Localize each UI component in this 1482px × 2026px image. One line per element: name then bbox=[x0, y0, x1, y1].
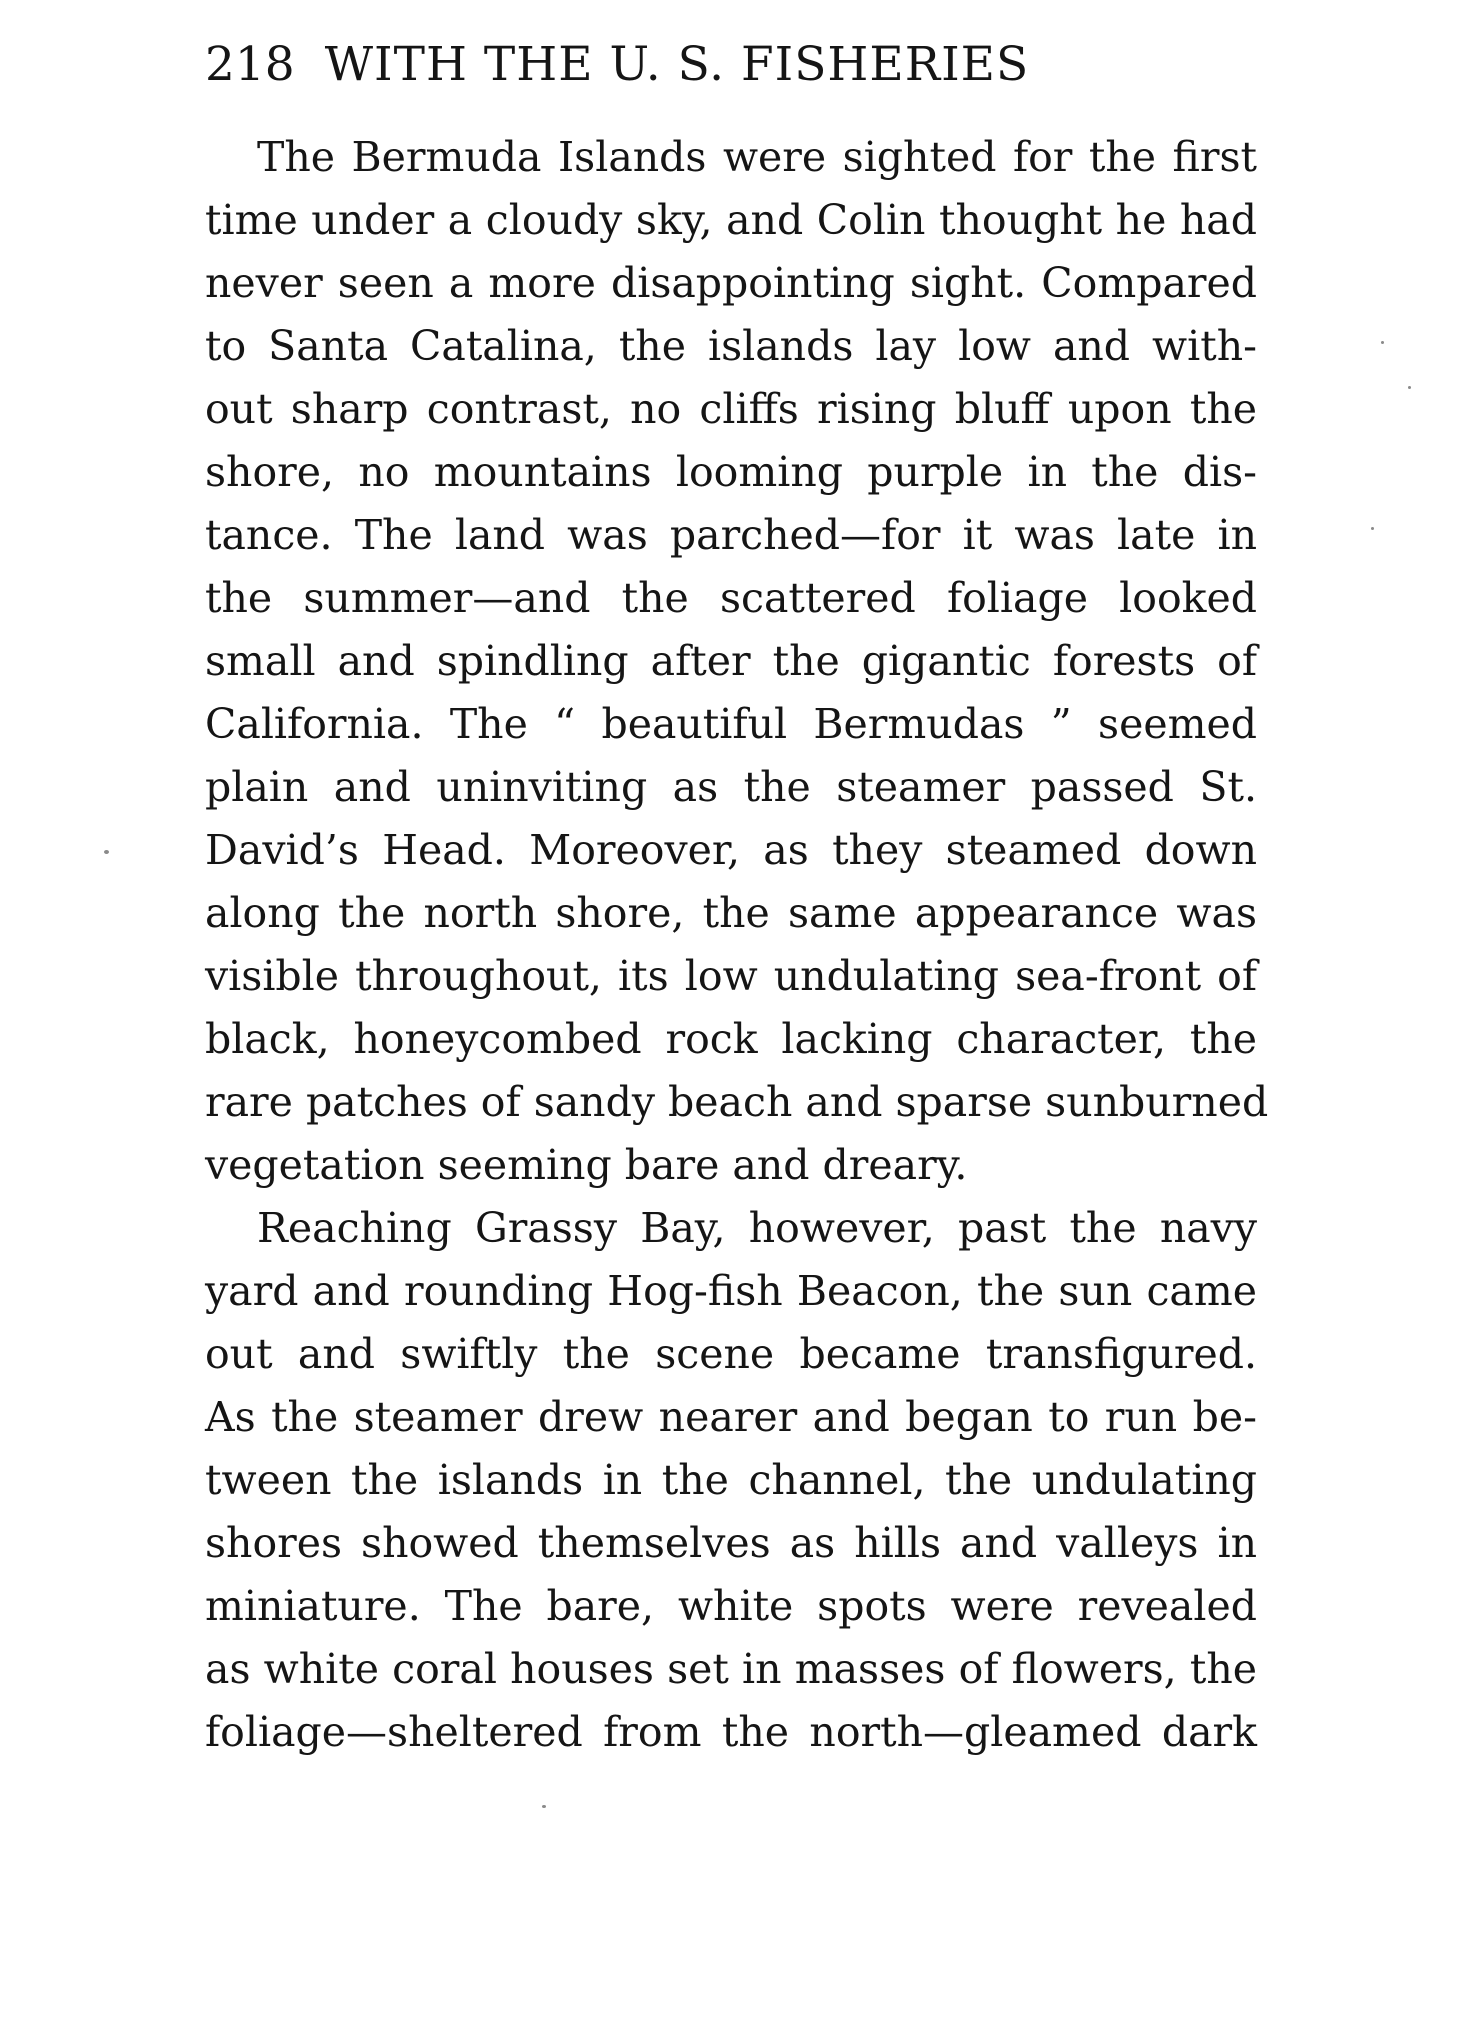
text-line: out sharp contrast, no cliffs rising bluff upon the bbox=[205, 385, 1257, 433]
text-line: David’s Head. Moreover, as they steamed down bbox=[205, 826, 1257, 874]
text-line: tance. The land was parched—for it was late in bbox=[205, 511, 1257, 559]
body-text bbox=[205, 126, 1269, 1764]
text-line: never seen a more disappointing sight. Compared bbox=[205, 259, 1257, 307]
scan-speck bbox=[1408, 386, 1411, 389]
text-line: shore, no mountains looming purple in the dis- bbox=[205, 448, 1257, 496]
paragraph-1 bbox=[205, 126, 1269, 1197]
text-line: as white coral houses set in masses of flowers, the bbox=[205, 1645, 1257, 1693]
text-line: vegetation seeming bare and dreary. bbox=[205, 1141, 968, 1189]
text-line: along the north shore, the same appearance was bbox=[205, 889, 1257, 937]
text-line: yard and rounding Hog-fish Beacon, the sun came bbox=[205, 1267, 1257, 1315]
text-line: visible throughout, its low undulating sea-front of bbox=[205, 952, 1257, 1000]
running-title: WITH THE U. S. FISHERIES bbox=[324, 37, 1030, 92]
text-line: rare patches of sandy beach and sparse sunburned bbox=[205, 1078, 1269, 1126]
text-line: black, honeycombed rock lacking character, the bbox=[205, 1015, 1257, 1063]
text-line: time under a cloudy sky, and Colin thought he had bbox=[205, 196, 1257, 244]
scan-speck bbox=[1371, 527, 1374, 530]
scan-speck bbox=[542, 1805, 546, 1808]
text-line: tween the islands in the channel, the undulating bbox=[205, 1456, 1257, 1504]
text-line: shores showed themselves as hills and valleys in bbox=[205, 1519, 1257, 1567]
scan-speck bbox=[1381, 341, 1384, 344]
text-line: to Santa Catalina, the islands lay low and with- bbox=[205, 322, 1257, 370]
text-line: California. The “ beautiful Bermudas ” seemed bbox=[205, 700, 1257, 748]
text-line: The Bermuda Islands were sighted for the first bbox=[257, 133, 1257, 181]
text-line: the summer—and the scattered foliage looked bbox=[205, 574, 1257, 622]
scan-speck bbox=[104, 850, 109, 854]
text-line: small and spindling after the gigantic forests of bbox=[205, 637, 1257, 685]
text-line: miniature. The bare, white spots were revealed bbox=[205, 1582, 1257, 1630]
text-line: Reaching Grassy Bay, however, past the navy bbox=[257, 1204, 1257, 1252]
page-number: 218 bbox=[205, 37, 295, 92]
text-line: plain and uninviting as the steamer passed St. bbox=[205, 763, 1257, 811]
running-head bbox=[205, 35, 1029, 95]
paragraph-2 bbox=[205, 1197, 1257, 1764]
text-line: out and swiftly the scene became transfigured. bbox=[205, 1330, 1257, 1378]
text-line: As the steamer drew nearer and began to run be- bbox=[205, 1393, 1257, 1441]
text-line: foliage—sheltered from the north—gleamed dark bbox=[205, 1708, 1257, 1756]
